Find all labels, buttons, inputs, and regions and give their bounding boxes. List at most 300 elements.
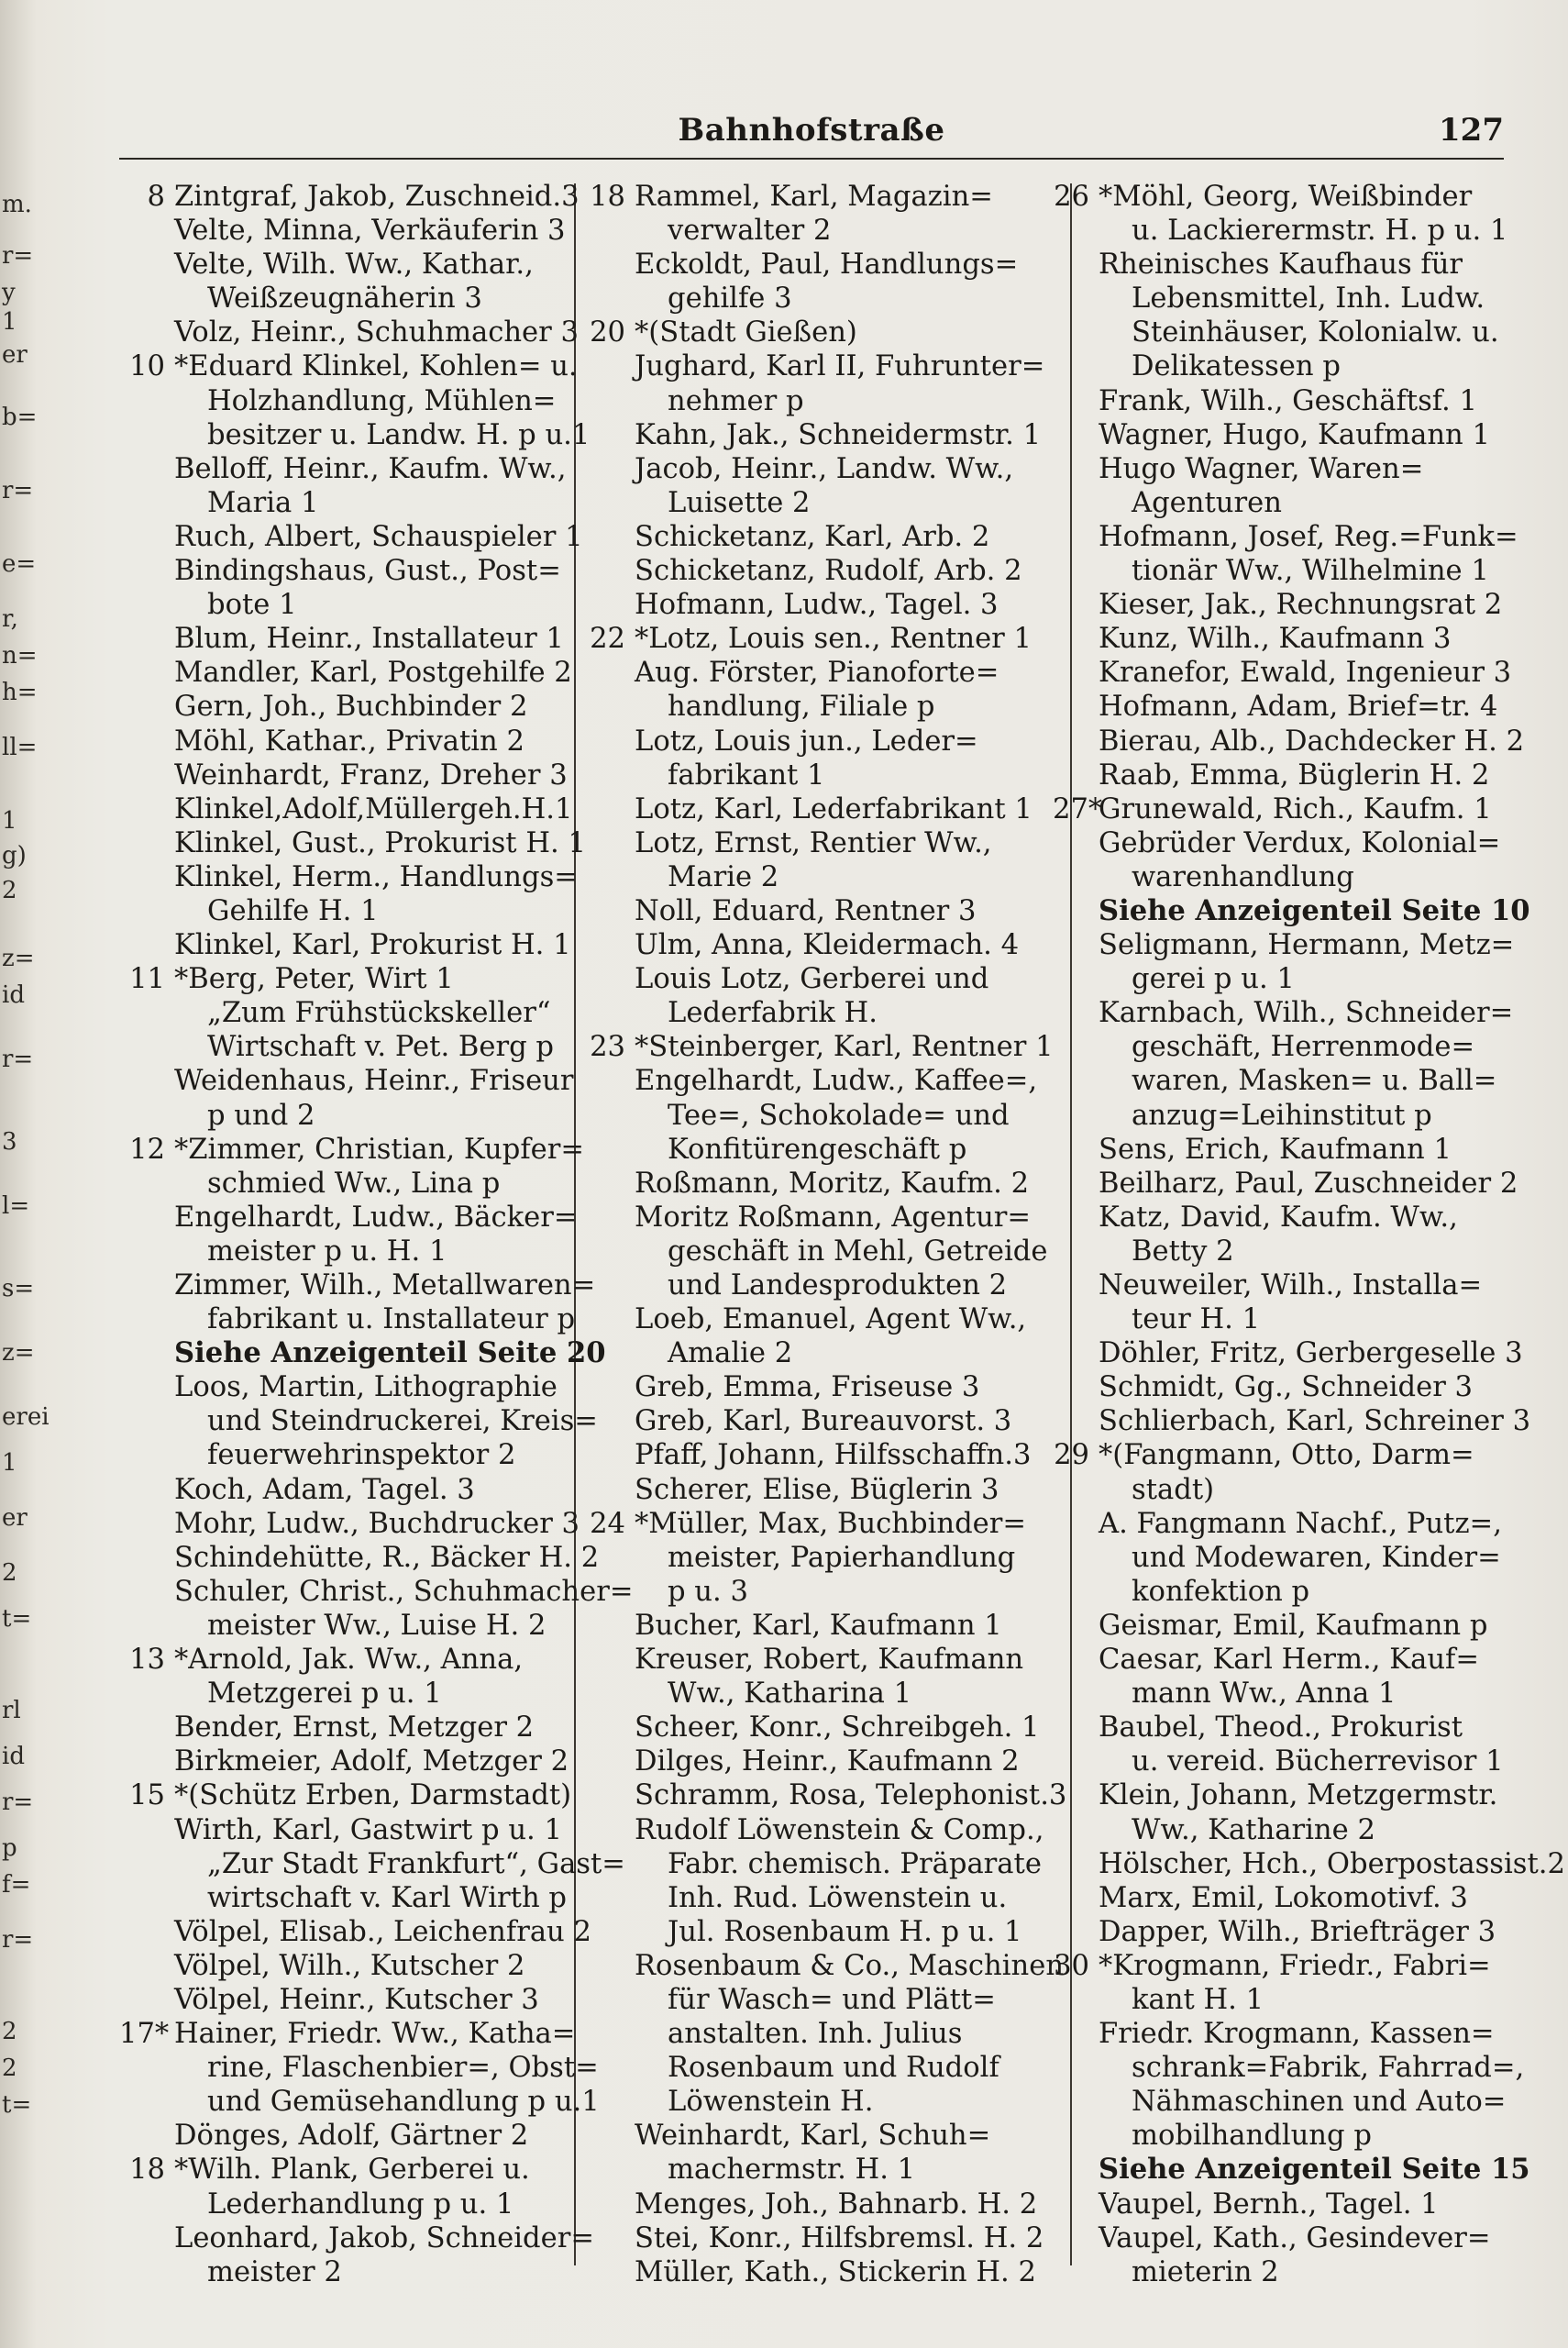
directory-entry	[589, 860, 1066, 894]
entry-text: mann Ww., Anna 1	[1132, 1678, 1397, 1711]
entry-text: Völpel, Elisab., Leichenfrau 2	[174, 1915, 591, 1948]
directory-entry	[119, 1575, 634, 1609]
entry-text: waren, Masken= u. Ball=	[1132, 1065, 1497, 1098]
bleed-fragment: z=	[2, 945, 35, 972]
house-number: 15	[129, 1779, 165, 1812]
directory-entry	[119, 349, 578, 383]
entry-text: bote 1	[207, 589, 297, 622]
entry-text: Ww., Katharine 2	[1132, 1813, 1375, 1846]
directory-entry	[1053, 384, 1511, 418]
entry-text: Amalie 2	[668, 1337, 793, 1370]
entry-text: Rudolf Löwenstein & Comp.,	[635, 1813, 1044, 1846]
advertisement-reference: Siehe Anzeigenteil Seite 10	[1099, 893, 1530, 927]
entry-text: Dilges, Heinr., Kaufmann 2	[635, 1745, 1020, 1778]
directory-entry	[119, 2085, 600, 2119]
entry-text: schmied Ww., Lina p	[207, 1167, 501, 1200]
entry-text: konfektion p	[1132, 1575, 1310, 1608]
entry-text: Katz, David, Kaufm. Ww.,	[1099, 1201, 1458, 1234]
entry-text: Beilharz, Paul, Zuschneider 2	[1099, 1167, 1518, 1200]
entry-text: Zintgraf, Jakob, Zuschneid.3	[174, 181, 580, 213]
house-number: 20	[590, 316, 625, 349]
entry-text: und Landesprodukten 2	[668, 1269, 1008, 1301]
entry-text: Bierau, Alb., Dachdecker H. 2	[1099, 725, 1525, 758]
bleed-fragment: r=	[2, 242, 34, 270]
bleed-fragment: p	[2, 1834, 17, 1862]
house-number: 24	[590, 1507, 625, 1540]
bleed-fragment: l=	[2, 1192, 30, 1220]
directory-entry	[589, 214, 1066, 248]
entry-text: Klinkel,Adolf,Müllergeh.H.1	[174, 792, 573, 825]
directory-entry	[119, 1677, 569, 1711]
entry-text: Agenturen	[1132, 486, 1282, 519]
directory-entry	[119, 180, 580, 214]
directory-entry	[1053, 792, 1511, 826]
entry-text: *(Stadt Gießen)	[635, 316, 857, 349]
bleed-fragment: z=	[2, 1339, 35, 1367]
house-number: 22	[590, 623, 625, 656]
directory-entry	[1053, 1099, 1511, 1133]
bleed-fragment: id	[2, 981, 25, 1009]
directory-entry	[1053, 1201, 1511, 1235]
directory-entry	[119, 1235, 569, 1268]
directory-entry	[589, 1541, 1066, 1575]
entry-text: u. vereid. Bücherrevisor 1	[1132, 1745, 1504, 1778]
entry-text: Stei, Konr., Hilfsbremsl. H. 2	[635, 2221, 1044, 2254]
directory-entry	[1053, 1744, 1511, 1778]
directory-entry	[1053, 1268, 1511, 1302]
directory-entry	[589, 1133, 1066, 1167]
house-number: 11	[129, 963, 165, 996]
entry-text: Noll, Eduard, Rentner 3	[635, 894, 977, 927]
entry-text: Marx, Emil, Lokomotivf. 3	[1099, 1881, 1468, 1914]
entry-text: Lederhandlung p u. 1	[207, 2187, 514, 2221]
house-number: 13	[129, 1644, 165, 1677]
entry-text: Fabr. chemisch. Präparate	[668, 1847, 1042, 1880]
bleed-fragment: er	[2, 341, 28, 369]
entry-text: Volz, Heinr., Schuhmacher 3	[174, 316, 579, 349]
directory-entry	[1053, 1030, 1511, 1064]
entry-text: Wagner, Hugo, Kaufmann 1	[1099, 418, 1490, 451]
directory-entry	[119, 554, 569, 588]
directory-entry	[589, 2153, 1066, 2187]
directory-entry	[1053, 1677, 1511, 1711]
entry-text: Dapper, Wilh., Briefträger 3	[1099, 1915, 1496, 1948]
directory-entry	[589, 894, 1066, 928]
entry-text: Leonhard, Jakob, Schneider=	[174, 2221, 594, 2254]
directory-entry	[589, 1744, 1066, 1778]
directory-entry	[589, 622, 1066, 656]
bleed-fragment: id	[2, 1743, 25, 1770]
house-number: 23	[590, 1031, 625, 1064]
entry-text: *Zimmer, Christian, Kupfer=	[174, 1133, 585, 1166]
house-number: 8	[147, 181, 165, 213]
directory-entry	[1053, 486, 1511, 520]
entry-text: fabrikant 1	[668, 759, 825, 792]
directory-entry	[119, 1507, 580, 1541]
bleed-fragment: 2	[2, 1559, 17, 1587]
entry-text: Aug. Förster, Pianoforte=	[635, 657, 999, 690]
directory-entry	[1053, 1949, 1511, 1983]
directory-entry	[589, 656, 1066, 690]
directory-entry	[119, 248, 569, 282]
directory-entry	[119, 1336, 606, 1370]
directory-entry	[1053, 1643, 1511, 1677]
directory-entry	[589, 1268, 1066, 1302]
directory-entry	[1053, 860, 1511, 894]
entry-text: Wirtschaft v. Pet. Berg p	[207, 1031, 554, 1064]
bleed-fragment: rl	[2, 1697, 21, 1724]
entry-text: meister 2	[207, 2255, 342, 2288]
directory-entry	[119, 1983, 569, 2017]
directory-entry	[589, 349, 1066, 383]
page-title: Bahnhofstraße	[678, 112, 945, 149]
directory-entry	[119, 316, 579, 349]
directory-entry	[1053, 1302, 1511, 1336]
entry-text: „Zur Stadt Frankfurt“, Gast=	[207, 1847, 625, 1880]
directory-entry	[1053, 2017, 1511, 2051]
directory-entry	[589, 2255, 1066, 2289]
house-number: 27*	[1053, 792, 1103, 825]
house-number: 29	[1054, 1439, 1089, 1472]
entry-text: *Lotz, Louis sen., Rentner 1	[635, 623, 1032, 656]
directory-entry	[589, 1099, 1066, 1133]
directory-entry	[589, 180, 1066, 214]
directory-entry	[1053, 1235, 1511, 1268]
entry-text: Pfaff, Johann, Hilfsschaffn.3	[635, 1439, 1032, 1472]
directory-entry	[589, 2221, 1066, 2255]
entry-text: Inh. Rud. Löwenstein u.	[668, 1881, 1008, 1914]
entry-text: *(Schütz Erben, Darmstadt)	[174, 1779, 572, 1812]
directory-entry	[589, 1983, 1066, 2017]
directory-entry	[1053, 2085, 1511, 2119]
bleed-fragment: 2	[2, 2054, 17, 2082]
directory-entry	[119, 1473, 569, 1507]
entry-text: anstalten. Inh. Julius	[668, 2018, 963, 2051]
directory-entry	[119, 656, 572, 690]
house-number: 18	[129, 2154, 165, 2187]
directory-entry	[1053, 826, 1511, 860]
directory-entry	[119, 1915, 591, 1949]
directory-entry	[119, 1201, 578, 1235]
entry-text: Wirth, Karl, Gastwirt p u. 1	[174, 1813, 562, 1846]
entry-text: p u. 3	[668, 1575, 748, 1608]
entry-text: *Müller, Max, Buchbinder=	[635, 1507, 1027, 1540]
directory-entry	[1053, 1404, 1531, 1438]
bleed-fragment: r=	[2, 1046, 34, 1073]
entry-text: Konfitürengeschäft p	[668, 1133, 967, 1166]
bleed-fragment: r=	[2, 1789, 34, 1816]
directory-entry	[589, 1404, 1066, 1438]
entry-text: Blum, Heinr., Installateur 1	[174, 623, 564, 656]
entry-text: *Berg, Peter, Wirt 1	[174, 963, 454, 996]
directory-entry	[1053, 1541, 1511, 1575]
directory-entry	[1053, 928, 1515, 962]
directory-entry	[589, 928, 1066, 962]
bleed-fragment: 2	[2, 877, 17, 904]
bleed-fragment: m.	[2, 191, 32, 218]
directory-entry	[119, 2221, 594, 2255]
entry-text: Rheinisches Kaufhaus für	[1099, 249, 1463, 282]
directory-entry	[119, 1541, 600, 1575]
entry-text: Lotz, Ernst, Rentier Ww.,	[635, 826, 992, 859]
bleed-fragment: f=	[2, 1871, 31, 1899]
directory-entry	[119, 1778, 572, 1812]
directory-entry	[119, 214, 569, 248]
column-middle	[589, 180, 1066, 2289]
directory-entry	[1053, 1847, 1565, 1881]
directory-entry	[119, 1370, 569, 1404]
bleed-fragment: er	[2, 1504, 28, 1532]
entry-text: Schlierbach, Karl, Schreiner 3	[1099, 1405, 1531, 1438]
entry-text: Völpel, Heinr., Kutscher 3	[174, 1983, 539, 2016]
directory-entry	[1053, 316, 1511, 349]
directory-entry	[589, 486, 1066, 520]
entry-text: Klein, Johann, Metzgermstr.	[1099, 1779, 1498, 1812]
entry-text: Völpel, Wilh., Kutscher 2	[174, 1949, 525, 1982]
entry-text: Lotz, Karl, Lederfabrikant 1	[635, 792, 1032, 825]
entry-text: meister, Papierhandlung	[668, 1541, 1016, 1574]
directory-entry	[589, 316, 1066, 349]
entry-text: Schuler, Christ., Schuhmacher=	[174, 1575, 634, 1608]
entry-text: Weidenhaus, Heinr., Friseur	[174, 1065, 574, 1098]
bleed-fragment: h=	[2, 679, 38, 706]
directory-entry	[1053, 1915, 1511, 1949]
directory-entry	[1053, 1609, 1511, 1643]
entry-text: Hugo Wagner, Waren=	[1099, 452, 1424, 485]
house-number: 17*	[119, 2018, 170, 2051]
directory-entry	[1053, 1778, 1511, 1812]
entry-text: Schicketanz, Karl, Arb. 2	[635, 520, 990, 553]
directory-entry	[589, 2119, 1066, 2153]
directory-entry	[589, 588, 1066, 622]
adjacent-page-margin	[0, 0, 50, 2348]
directory-entry	[589, 1881, 1066, 1915]
directory-entry	[119, 759, 569, 792]
entry-text: Raab, Emma, Büglerin H. 2	[1099, 759, 1490, 792]
directory-entry	[589, 826, 1066, 860]
entry-text: Vaupel, Bernh., Tagel. 1	[1099, 2187, 1439, 2221]
bleed-fragment: n=	[2, 642, 38, 670]
entry-text: und Gemüsehandlung p u.1	[207, 2086, 600, 2119]
directory-entry	[1053, 1711, 1511, 1744]
entry-text: mobilhandlung p	[1132, 2120, 1372, 2153]
directory-entry	[589, 2085, 1066, 2119]
entry-text: Kunz, Wilh., Kaufmann 3	[1099, 623, 1452, 656]
entry-text: Loeb, Emanuel, Agent Ww.,	[635, 1303, 1027, 1336]
directory-entry	[589, 1507, 1066, 1541]
directory-entry	[1053, 962, 1511, 996]
directory-entry	[119, 520, 583, 554]
directory-entry	[119, 2255, 569, 2289]
entry-text: Schindehütte, R., Bäcker H. 2	[174, 1541, 600, 1574]
directory-entry	[589, 1064, 1066, 1098]
entry-text: Klinkel, Herm., Handlungs=	[174, 860, 578, 893]
directory-entry	[589, 1030, 1066, 1064]
bleed-fragment: t=	[2, 2091, 32, 2119]
entry-text: verwalter 2	[668, 215, 832, 248]
directory-entry	[1053, 2255, 1511, 2289]
entry-text: Moritz Roßmann, Agentur=	[635, 1201, 1032, 1234]
entry-text: meister p u. H. 1	[207, 1235, 447, 1268]
bleed-fragment: 1	[2, 1449, 17, 1477]
directory-entry	[119, 1438, 569, 1472]
entry-text: Gebrüder Verdux, Kolonial=	[1099, 826, 1501, 859]
directory-entry	[119, 826, 586, 860]
directory-entry	[119, 1404, 598, 1438]
entry-text: feuerwehrinspektor 2	[207, 1439, 516, 1472]
entry-text: *Krogmann, Friedr., Fabri=	[1099, 1949, 1491, 1982]
bleed-fragment: b=	[2, 404, 38, 431]
entry-text: Caesar, Karl Herm., Kauf=	[1099, 1644, 1479, 1677]
directory-entry	[1053, 2051, 1525, 2085]
entry-text: Velte, Minna, Verkäuferin 3	[174, 215, 566, 248]
house-number: 18	[590, 181, 625, 213]
directory-entry	[1053, 1133, 1511, 1167]
directory-entry	[1053, 893, 1530, 928]
entry-text: Kieser, Jak., Rechnungsrat 2	[1099, 589, 1503, 622]
directory-entry	[119, 2153, 569, 2187]
directory-entry	[1053, 656, 1511, 690]
directory-entry	[589, 1167, 1066, 1201]
directory-entry	[589, 452, 1066, 486]
directory-entry	[119, 1030, 569, 1064]
entry-text: Gern, Joh., Buchbinder 2	[174, 691, 528, 724]
directory-entry	[119, 1302, 576, 1336]
entry-text: Gehilfe H. 1	[207, 894, 379, 927]
entry-text: Hofmann, Josef, Reg.=Funk=	[1099, 520, 1518, 553]
entry-text: handlung, Filiale p	[668, 691, 935, 724]
bleed-fragment: 1	[2, 807, 17, 835]
directory-entry	[589, 2187, 1066, 2221]
entry-text: Rosenbaum & Co., Maschinen	[635, 1949, 1065, 1982]
entry-text: Louis Lotz, Gerberei und	[635, 963, 989, 996]
directory-entry	[119, 894, 569, 928]
entry-text: Kreuser, Robert, Kaufmann	[635, 1644, 1024, 1677]
entry-text: Baubel, Theod., Prokurist	[1099, 1711, 1463, 1744]
directory-entry	[1053, 1438, 1511, 1472]
directory-entry	[589, 1370, 1066, 1404]
entry-text: Karnbach, Wilh., Schneider=	[1099, 997, 1514, 1030]
directory-entry	[1053, 1473, 1511, 1507]
page-number: 127	[1439, 112, 1504, 149]
entry-text: A. Fangmann Nachf., Putz=,	[1099, 1507, 1502, 1540]
entry-text: meister Ww., Luise H. 2	[207, 1609, 547, 1642]
directory-entry	[589, 690, 1066, 724]
entry-text: geschäft in Mehl, Getreide	[668, 1235, 1048, 1268]
directory-entry	[589, 248, 1066, 282]
entry-text: Velte, Wilh. Ww., Kathar.,	[174, 249, 534, 282]
entry-text: kant H. 1	[1132, 1983, 1264, 2016]
entry-text: *Eduard Klinkel, Kohlen= u.	[174, 350, 578, 383]
entry-text: nehmer p	[668, 384, 804, 417]
house-number: 12	[129, 1133, 165, 1166]
entry-text: gehilfe 3	[668, 282, 792, 316]
entry-text: Betty 2	[1132, 1235, 1234, 1268]
entry-text: Zimmer, Wilh., Metallwaren=	[174, 1269, 596, 1301]
directory-entry	[119, 690, 569, 724]
directory-entry	[119, 622, 569, 656]
entry-text: Schramm, Rosa, Telephonist.3	[635, 1779, 1067, 1812]
entry-text: Holzhandlung, Mühlen=	[207, 384, 557, 417]
entry-text: Hainer, Friedr. Ww., Katha=	[174, 2018, 576, 2051]
directory-entry	[119, 282, 569, 316]
directory-entry	[589, 1438, 1066, 1472]
entry-text: u. Lackierermstr. H. p u. 1	[1132, 215, 1508, 248]
directory-entry	[119, 792, 573, 826]
entry-text: „Zum Frühstückskeller“	[207, 997, 551, 1030]
entry-text: *Möhl, Georg, Weißbinder	[1099, 181, 1473, 213]
entry-text: Dönges, Adolf, Gärtner 2	[174, 2120, 529, 2153]
entry-text: Weißzeugnäherin 3	[207, 282, 482, 316]
entry-text: Döhler, Fritz, Gerbergeselle 3	[1099, 1337, 1523, 1370]
entry-text: Greb, Emma, Friseuse 3	[635, 1371, 980, 1404]
directory-entry	[589, 1643, 1066, 1677]
house-number: 10	[129, 350, 165, 383]
directory-entry	[119, 1133, 585, 1167]
entry-text: Ulm, Anna, Kleidermach. 4	[635, 929, 1020, 962]
advertisement-reference: Siehe Anzeigenteil Seite 20	[174, 1336, 606, 1370]
entry-text: Ruch, Albert, Schauspieler 1	[174, 520, 583, 553]
entry-text: Jacob, Heinr., Landw. Ww.,	[635, 452, 1014, 485]
directory-entry	[1053, 282, 1511, 316]
directory-entry	[589, 1302, 1066, 1336]
directory-entry	[589, 1847, 1066, 1881]
entry-text: Tee=, Schokolade= und	[668, 1099, 1010, 1132]
entry-text: Sens, Erich, Kaufmann 1	[1099, 1133, 1452, 1166]
directory-entry	[119, 1099, 569, 1133]
directory-entry	[1053, 1507, 1511, 1541]
entry-text: Möhl, Kathar., Privatin 2	[174, 725, 525, 758]
directory-entry	[119, 1881, 569, 1915]
directory-entry	[119, 588, 569, 622]
bleed-fragment: 2	[2, 2018, 17, 2045]
entry-text: Engelhardt, Ludw., Kaffee=,	[635, 1065, 1038, 1098]
entry-text: Friedr. Krogmann, Kassen=	[1099, 2018, 1495, 2051]
entry-text: Frank, Wilh., Geschäftsf. 1	[1099, 384, 1477, 417]
entry-text: Greb, Karl, Bureauvorst. 3	[635, 1405, 1012, 1438]
directory-entry	[1053, 1575, 1511, 1609]
directory-entry	[119, 2051, 599, 2085]
directory-entry	[1053, 996, 1514, 1030]
entry-text: Seligmann, Hermann, Metz=	[1099, 929, 1515, 962]
entry-text: Steinhäuser, Kolonialw. u.	[1132, 316, 1499, 349]
entry-text: Schicketanz, Rudolf, Arb. 2	[635, 555, 1022, 588]
directory-entry	[119, 1609, 569, 1643]
directory-entry	[1053, 180, 1511, 214]
directory-entry	[589, 962, 1066, 996]
directory-entry	[589, 554, 1066, 588]
entry-text: warenhandlung	[1132, 860, 1354, 893]
entry-text: anzug=Leihinstitut p	[1132, 1099, 1432, 1132]
directory-entry	[1053, 349, 1511, 383]
bleed-fragment: ll=	[2, 734, 38, 761]
directory-entry	[589, 1915, 1066, 1949]
directory-entry	[589, 1949, 1066, 1983]
directory-entry	[589, 1778, 1066, 1812]
bleed-fragment: r=	[2, 1926, 34, 1954]
directory-entry	[119, 486, 569, 520]
directory-entry	[1053, 622, 1511, 656]
entry-text: geschäft, Herrenmode=	[1132, 1031, 1475, 1064]
directory-entry	[589, 520, 1066, 554]
entry-text: Kranefor, Ewald, Ingenieur 3	[1099, 657, 1512, 690]
entry-text: wirtschaft v. Karl Wirth p	[207, 1881, 567, 1914]
entry-text: Hofmann, Adam, Brief=tr. 4	[1099, 691, 1498, 724]
directory-entry	[119, 1064, 574, 1098]
directory-entry	[589, 1201, 1066, 1235]
entry-text: besitzer u. Landw. H. p u.1	[207, 418, 591, 451]
bleed-fragment: y	[2, 279, 16, 306]
